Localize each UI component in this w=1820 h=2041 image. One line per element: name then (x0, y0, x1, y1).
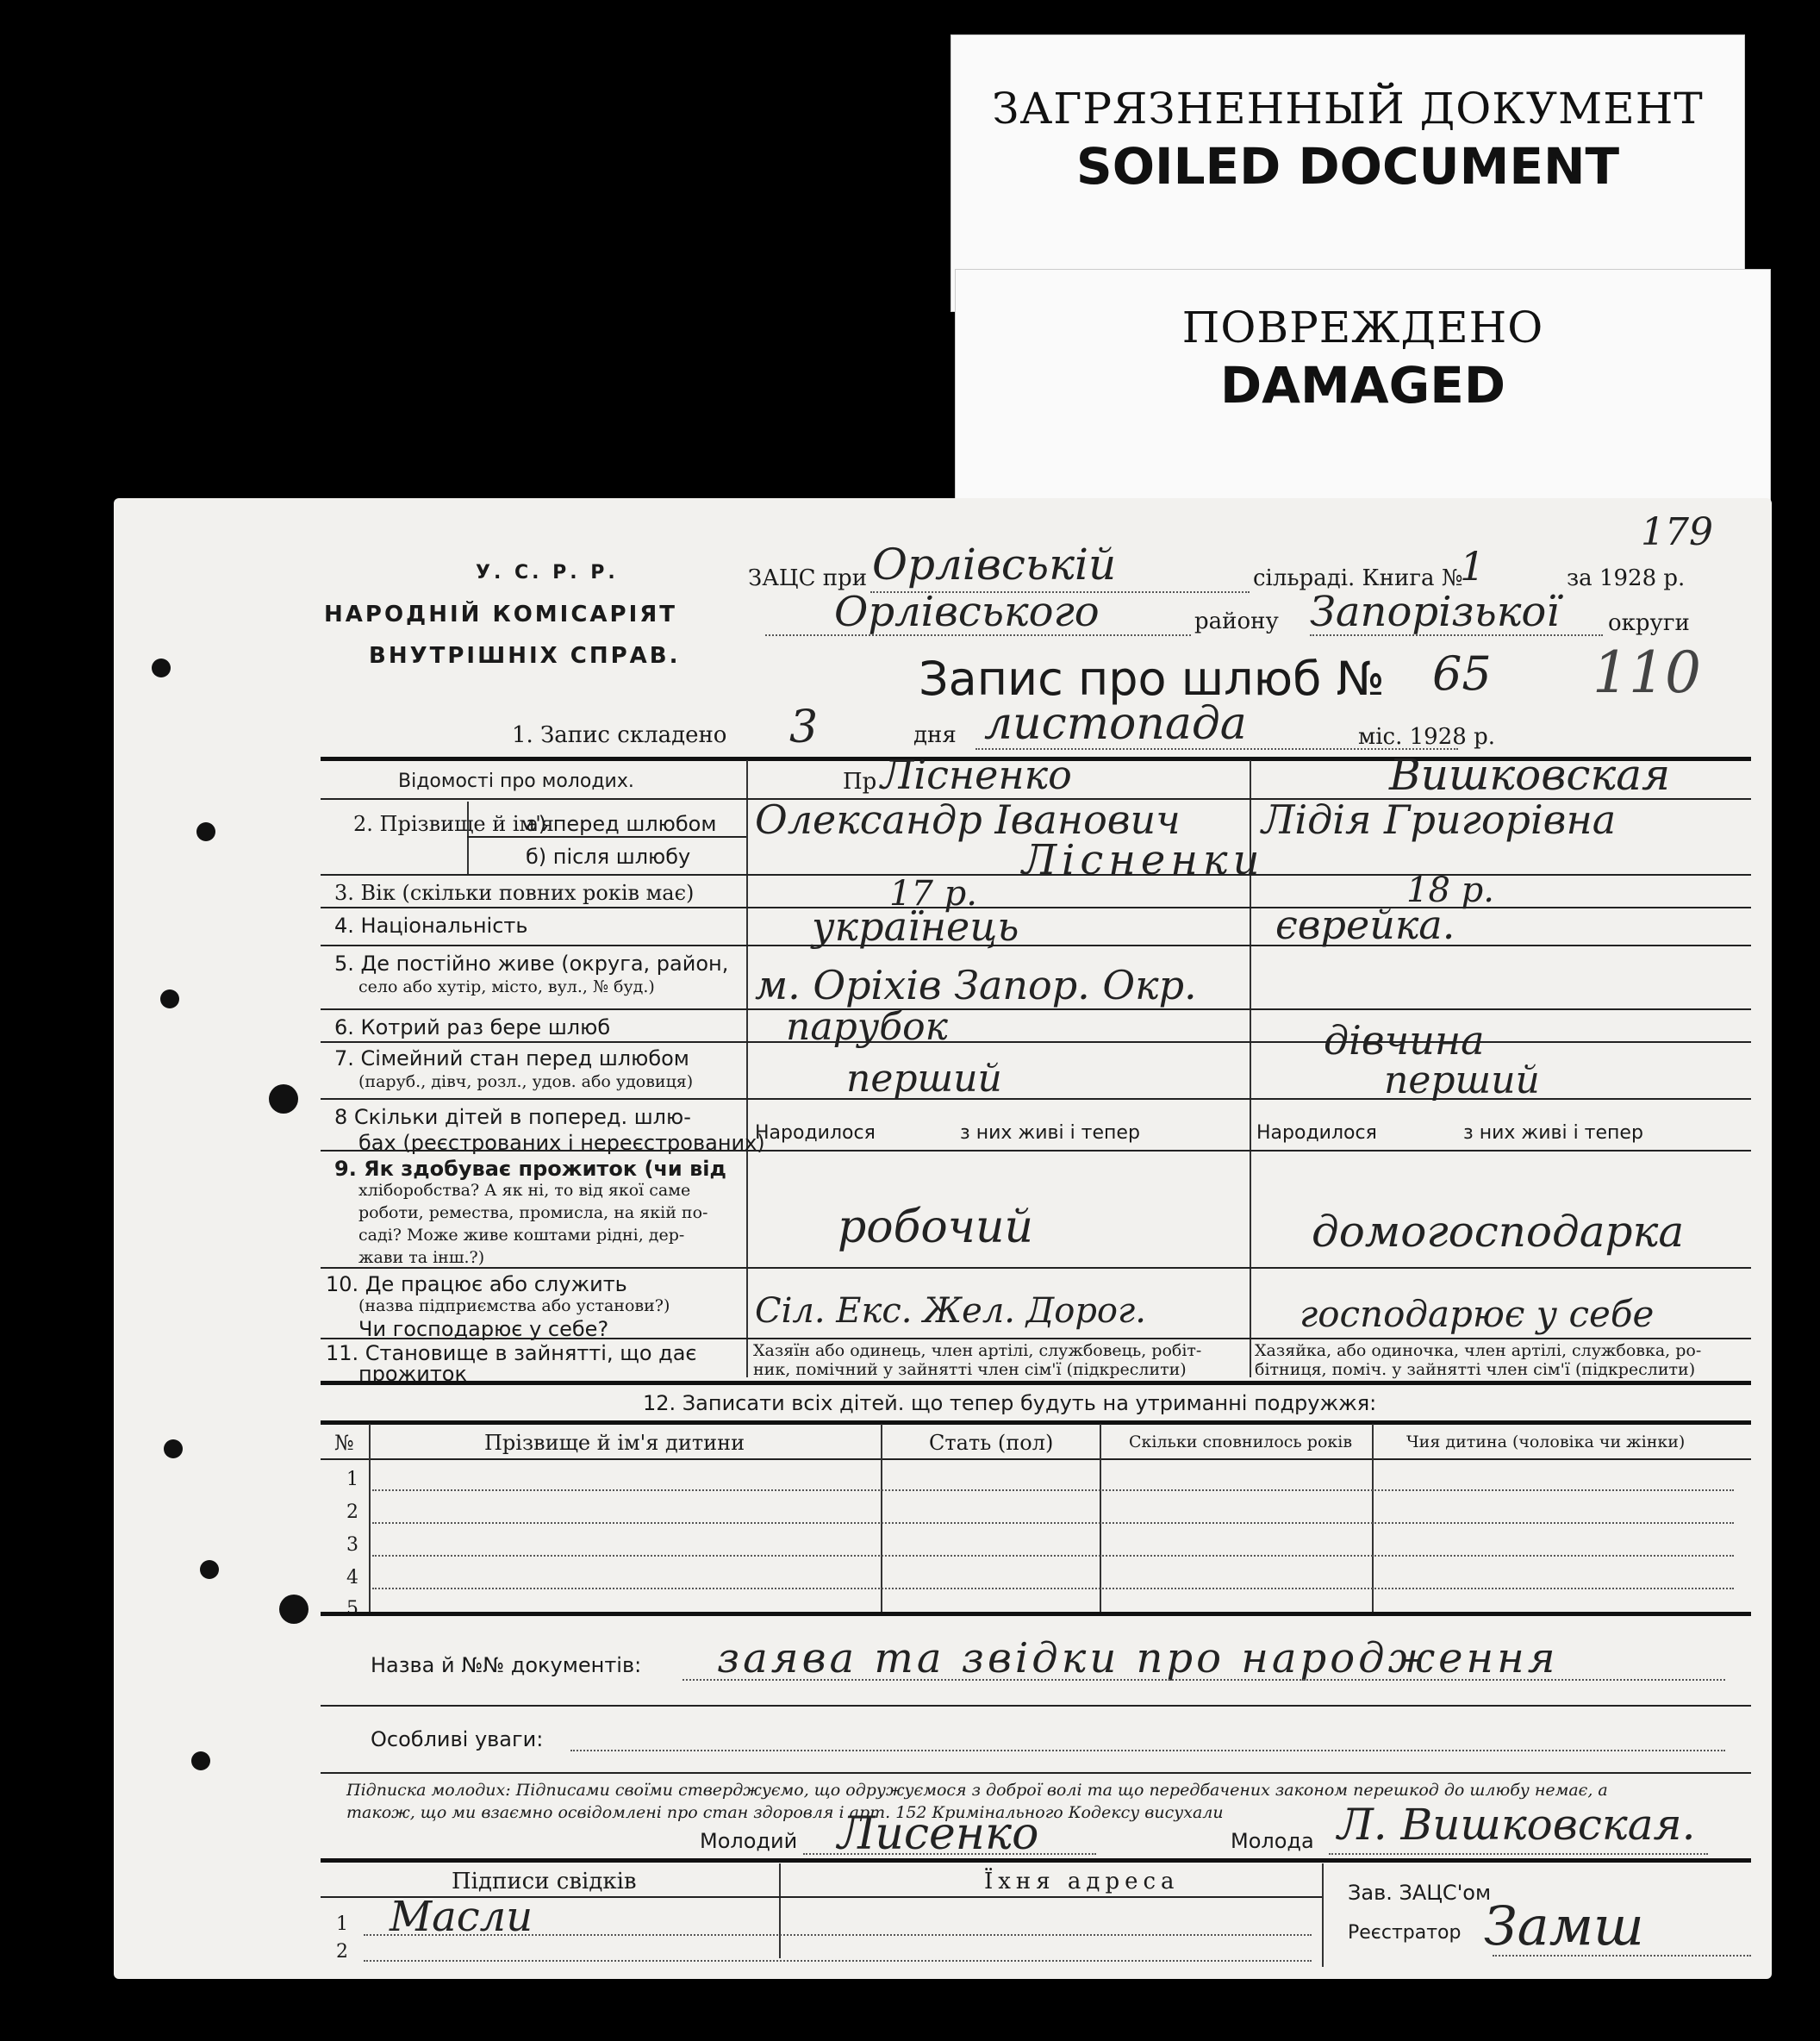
binding-hole (152, 658, 171, 677)
child-row-number: 4 (346, 1567, 358, 1588)
declaration-line-2: також, що ми взаємно освідомлені про стан здоровля і арт. 152 Кримінального Кодексу висухали (346, 1803, 1224, 1822)
row-livelihood-label-3: роботи, ремества, промисла, на якій по- (358, 1203, 708, 1222)
bride-workplace: господарює у себе (1300, 1293, 1655, 1335)
record-number-handwritten: 65 (1432, 646, 1492, 701)
okruga-handwritten: Запорізької (1310, 588, 1560, 636)
month-handwritten: листопада (984, 698, 1247, 750)
children-table-title: 12. Записати всіх дітей. що тепер будуть на утриманні подружжя: (643, 1391, 1377, 1415)
binding-hole (191, 1751, 210, 1770)
damaged-sticker (955, 269, 1771, 529)
damaged-label-en: DAMAGED (1219, 356, 1505, 415)
groom-status: парубок (786, 1005, 948, 1049)
raion-handwritten: Орлівського (834, 588, 1100, 636)
bride-children-alive: з них живі і тепер (1463, 1122, 1643, 1144)
zags-prefix: ЗАЦС при (748, 565, 868, 591)
children-header-number: № (334, 1431, 354, 1455)
groom-children-born: Народилося (755, 1122, 876, 1144)
groom-livelihood: робочий (838, 1202, 1033, 1253)
selrada-suffix: сільраді. Книга № (1253, 565, 1463, 591)
month-label: міс. 1928 р. (1358, 724, 1495, 750)
bride-status: дівчина (1324, 1017, 1485, 1064)
bride-name-before: Лідія Григорівна (1262, 796, 1617, 843)
binding-hole (196, 822, 215, 841)
year-label: за 1928 р. (1567, 565, 1686, 591)
commissariat-line-1: НАРОДНІЙ КОМІСАРІЯТ (324, 602, 678, 627)
selrada-handwritten: Орлівській (872, 540, 1117, 590)
row-status-label-1: 7. Сімейний стан перед шлюбом (334, 1046, 689, 1070)
groom-column-prefix: Пр (843, 769, 877, 795)
groom-nationality: українець (812, 903, 1019, 950)
book-number-handwritten: 1 (1460, 543, 1486, 590)
groom-workplace: Сіл. Екс. Жел. Дорог. (755, 1291, 1146, 1331)
row-name-before: а) перед шлюбом (526, 812, 717, 836)
record-title: Запис про шлюб № (919, 652, 1385, 706)
children-header-name: Прізвище й ім'я дитини (484, 1431, 745, 1455)
groom-residence: м. Оріхів Запор. Окр. (755, 962, 1197, 1008)
row-workplace-label-3: Чи господарює у себе? (358, 1317, 609, 1341)
record-made-label: 1. Запис складено (512, 722, 727, 748)
bride-occupation-options-1: Хазяйка, або одиночка, член артілі, службовка, ро- (1255, 1341, 1702, 1360)
groom-signature-label: Молодий (700, 1829, 798, 1853)
groom-occupation-options-2: ник, помічний у зайнятті член сім'ї (підкреслити) (753, 1360, 1187, 1379)
child-row-number: 2 (346, 1501, 358, 1523)
marriage-record-form (114, 498, 1772, 1979)
couple-name-after: Лісненки (1022, 836, 1265, 884)
row-occupation-label-1: 11. Становище в зайнятті, що дає (326, 1341, 697, 1365)
damaged-label-ru: ПОВРЕЖДЕНО (1181, 303, 1544, 353)
row-workplace-label-1: 10. Де працює або служить (326, 1272, 627, 1296)
child-row-number: 5 (346, 1598, 358, 1620)
bride-signature: Л. Вишковская. (1337, 1800, 1696, 1850)
row-livelihood-label-1: 9. Як здобуває прожиток (чи від (334, 1157, 726, 1181)
commissariat-line-2: ВНУТРІШНІХ СПРАВ. (369, 643, 681, 669)
row-residence-label-1: 5. Де постійно живе (округа, район, (334, 952, 729, 976)
corner-number-handwritten: 179 (1641, 510, 1713, 554)
witness-row-number: 2 (336, 1941, 348, 1963)
binding-hole (200, 1560, 219, 1579)
row-livelihood-label-2: хліборобства? А як ні, то від якої саме (358, 1181, 691, 1200)
zags-head-label: Зав. ЗАЦС'ом (1348, 1881, 1492, 1905)
extra-number-handwritten: 110 (1592, 640, 1701, 706)
registrar-label: Реєстратор (1348, 1922, 1462, 1944)
row-marriage-count-label: 6. Котрий раз бере шлюб (334, 1015, 611, 1039)
documents-label: Назва й №№ документів: (371, 1653, 642, 1677)
documents-value: заява та звідки про народження (717, 1634, 1559, 1682)
children-header-parent: Чия дитина (чоловіка чи жінки) (1406, 1432, 1686, 1451)
row-livelihood-label-5: жави та інш.?) (358, 1248, 485, 1267)
row-name-after: б) після шлюбу (526, 845, 691, 869)
child-row-number: 3 (346, 1534, 358, 1556)
witness-sig-header: Підписи свідків (452, 1869, 637, 1894)
groom-name-before: Олександр Іванович (755, 796, 1181, 843)
column-info-header: Відомості про молодих. (398, 771, 634, 792)
children-header-sex: Стать (пол) (929, 1431, 1054, 1455)
row-workplace-label-2: (назва підприємства або установи?) (358, 1296, 670, 1315)
day-handwritten: 3 (789, 702, 819, 753)
bride-age: 18 р. (1406, 871, 1494, 910)
row-children-label-2: бах (реєстрованих і нереєстрованих) (358, 1131, 765, 1155)
witness-row-number: 1 (336, 1913, 348, 1935)
witness-address-header: Їхня адреса (984, 1869, 1180, 1894)
groom-age: 17 р. (889, 874, 977, 914)
row-age-label: 3. Вік (скільки повних років має) (334, 881, 695, 905)
row-occupation-label-2: прожиток (358, 1362, 467, 1386)
row-residence-label-2: село або хутір, місто, вул., № буд.) (358, 977, 655, 996)
binding-hole (164, 1439, 183, 1458)
binding-hole (269, 1084, 298, 1114)
row-name-label: 2. Прізвище й ім'я (353, 812, 554, 836)
day-label: дня (913, 722, 957, 748)
groom-signature: Лисенко (838, 1808, 1039, 1860)
row-nationality-label: 4. Національність (334, 914, 528, 938)
groom-marriage-count: перший (846, 1057, 1002, 1101)
soiled-label-en: SOILED DOCUMENT (1075, 137, 1620, 196)
soiled-label-ru: ЗАГРЯЗНЕННЫЙ ДОКУМЕНТ (992, 84, 1704, 134)
child-row-number: 1 (346, 1469, 358, 1490)
notes-label: Особливі уваги: (371, 1727, 544, 1751)
groom-column-handwritten: Лісненко (881, 752, 1072, 798)
raion-label: району (1194, 609, 1279, 634)
declaration-line-1: Підписка молодих: Підписами своїми стверджуємо, що одружуємося з доброї волі та що передбачених законом перешкод до шлюбу немає, а (346, 1781, 1608, 1800)
groom-children-alive: з них живі і тепер (960, 1122, 1140, 1144)
bride-occupation-options-2: бітниця, поміч. у зайнятті член сім'ї (підкреслити) (1255, 1360, 1696, 1379)
bride-nationality: єврейка. (1275, 902, 1455, 948)
okruga-label: округи (1608, 610, 1690, 636)
bride-column-handwritten: Вишковская (1389, 750, 1671, 800)
ussr-label: У. С. Р. Р. (476, 562, 619, 584)
groom-occupation-options-1: Хазяїн або одинець, член артілі, службовець, робіт- (753, 1341, 1202, 1360)
bride-marriage-count: перший (1384, 1058, 1540, 1102)
bride-children-born: Народилося (1256, 1122, 1377, 1144)
row-children-label-1: 8 Скільки дітей в поперед. шлю- (334, 1105, 691, 1129)
witness-1-signature: Масли (390, 1893, 533, 1941)
bride-signature-label: Молода (1231, 1829, 1314, 1853)
bride-livelihood: домогосподарка (1312, 1207, 1685, 1257)
binding-hole (160, 989, 179, 1008)
row-livelihood-label-4: саді? Може живе коштами рідні, дер- (358, 1226, 685, 1245)
row-status-label-2: (паруб., дівч, розл., удов. або удовиця) (358, 1072, 694, 1091)
children-header-age: Скільки сповнилось років (1129, 1432, 1353, 1451)
binding-hole (279, 1595, 309, 1624)
registrar-signature: Замш (1484, 1894, 1644, 1957)
